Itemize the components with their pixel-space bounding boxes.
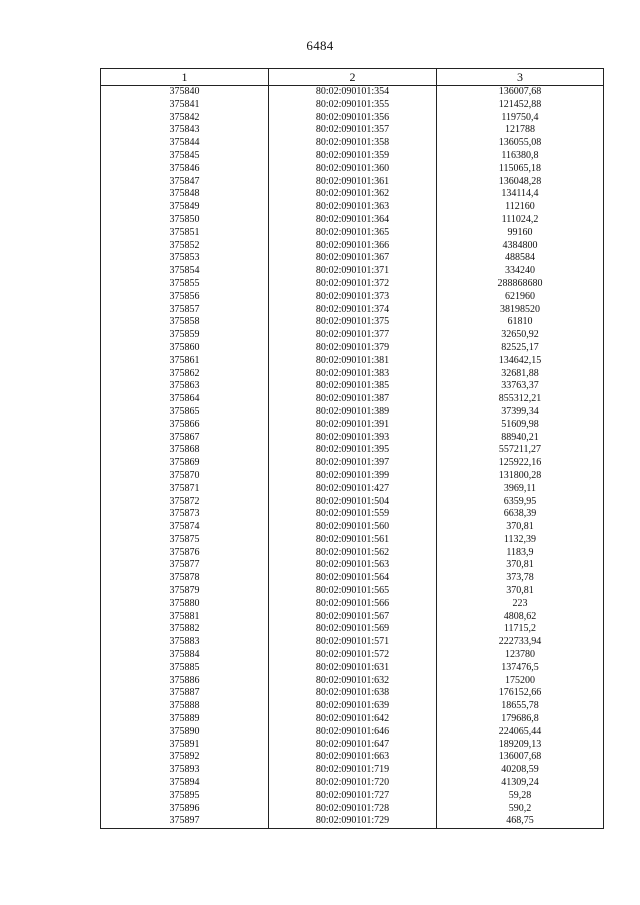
table-cell-col1: 375896 <box>101 803 269 816</box>
table-row <box>101 304 604 317</box>
table-cell-col1: 375892 <box>101 751 269 764</box>
table-row <box>101 137 604 150</box>
table-cell-col3: 112160 <box>437 201 604 214</box>
table-cell-col2: 80:02:090101:391 <box>269 419 437 432</box>
table-cell-col1: 375851 <box>101 227 269 240</box>
table-cell-col2: 80:02:090101:719 <box>269 764 437 777</box>
table-header-row <box>101 69 604 86</box>
table-cell-col3: 37399,34 <box>437 406 604 419</box>
table-cell-col1: 375876 <box>101 547 269 560</box>
table-cell-col1: 375890 <box>101 726 269 739</box>
table-cell-col2: 80:02:090101:559 <box>269 508 437 521</box>
table-cell-col2: 80:02:090101:371 <box>269 265 437 278</box>
table-cell-col2: 80:02:090101:571 <box>269 636 437 649</box>
table-cell-col2: 80:02:090101:393 <box>269 432 437 445</box>
table-cell-col3: 621960 <box>437 291 604 304</box>
table-cell-col2: 80:02:090101:565 <box>269 585 437 598</box>
table-cell-col2: 80:02:090101:631 <box>269 662 437 675</box>
table-cell-col2: 80:02:090101:727 <box>269 790 437 803</box>
table-cell-col2: 80:02:090101:564 <box>269 572 437 585</box>
table-cell-col2: 80:02:090101:361 <box>269 176 437 189</box>
table-cell-col2: 80:02:090101:358 <box>269 137 437 150</box>
table-row <box>101 559 604 572</box>
table-cell-col1: 375853 <box>101 252 269 265</box>
table-row <box>101 700 604 713</box>
table-cell-col3: 176152,66 <box>437 687 604 700</box>
table-cell-col1: 375846 <box>101 163 269 176</box>
table-row <box>101 278 604 291</box>
table-cell-col2: 80:02:090101:360 <box>269 163 437 176</box>
table-cell-col1: 375848 <box>101 188 269 201</box>
table-row <box>101 713 604 726</box>
table-cell-col3: 590,2 <box>437 803 604 816</box>
table-row <box>101 815 604 828</box>
table-cell-col2: 80:02:090101:663 <box>269 751 437 764</box>
table-cell-col2: 80:02:090101:399 <box>269 470 437 483</box>
table-cell-col1: 375859 <box>101 329 269 342</box>
table-row <box>101 777 604 790</box>
table-cell-col2: 80:02:090101:427 <box>269 483 437 496</box>
table-cell-col1: 375862 <box>101 368 269 381</box>
table-cell-col1: 375878 <box>101 572 269 585</box>
table-cell-col1: 375891 <box>101 739 269 752</box>
table-row <box>101 457 604 470</box>
table-cell-col3: 51609,98 <box>437 419 604 432</box>
table-row <box>101 470 604 483</box>
table-cell-col3: 115065,18 <box>437 163 604 176</box>
table-row <box>101 227 604 240</box>
table-cell-col2: 80:02:090101:377 <box>269 329 437 342</box>
table-cell-col1: 375880 <box>101 598 269 611</box>
table-cell-col3: 179686,8 <box>437 713 604 726</box>
column-header-2: 2 <box>269 69 437 86</box>
table-cell-col2: 80:02:090101:560 <box>269 521 437 534</box>
table-cell-col2: 80:02:090101:364 <box>269 214 437 227</box>
table-cell-col2: 80:02:090101:729 <box>269 815 437 828</box>
table-cell-col1: 375873 <box>101 508 269 521</box>
table-cell-col1: 375860 <box>101 342 269 355</box>
table-cell-col2: 80:02:090101:572 <box>269 649 437 662</box>
table-row <box>101 406 604 419</box>
table-cell-col1: 375845 <box>101 150 269 163</box>
table-cell-col3: 38198520 <box>437 304 604 317</box>
table-cell-col3: 468,75 <box>437 815 604 828</box>
table-cell-col1: 375843 <box>101 124 269 137</box>
table-cell-col2: 80:02:090101:395 <box>269 444 437 457</box>
table-cell-col1: 375856 <box>101 291 269 304</box>
table-cell-col3: 1183,9 <box>437 547 604 560</box>
table-cell-col2: 80:02:090101:356 <box>269 112 437 125</box>
table-row <box>101 176 604 189</box>
table-cell-col1: 375887 <box>101 687 269 700</box>
table-row <box>101 368 604 381</box>
table-cell-col3: 6359,95 <box>437 496 604 509</box>
table-cell-col1: 375895 <box>101 790 269 803</box>
table-cell-col3: 123780 <box>437 649 604 662</box>
table-row <box>101 521 604 534</box>
table-cell-col2: 80:02:090101:632 <box>269 675 437 688</box>
table-cell-col2: 80:02:090101:375 <box>269 316 437 329</box>
table-cell-col1: 375874 <box>101 521 269 534</box>
table-cell-col2: 80:02:090101:397 <box>269 457 437 470</box>
table-cell-col2: 80:02:090101:365 <box>269 227 437 240</box>
table-cell-col2: 80:02:090101:562 <box>269 547 437 560</box>
data-table <box>100 68 604 829</box>
table-cell-col3: 1132,39 <box>437 534 604 547</box>
table-cell-col2: 80:02:090101:355 <box>269 99 437 112</box>
table-cell-col3: 131800,28 <box>437 470 604 483</box>
column-header-3: 3 <box>437 69 604 86</box>
table-cell-col2: 80:02:090101:646 <box>269 726 437 739</box>
table-cell-col3: 370,81 <box>437 521 604 534</box>
table-cell-col2: 80:02:090101:372 <box>269 278 437 291</box>
table-cell-col3: 373,78 <box>437 572 604 585</box>
table-cell-col1: 375872 <box>101 496 269 509</box>
table-cell-col1: 375881 <box>101 611 269 624</box>
table-cell-col3: 125922,16 <box>437 457 604 470</box>
table-cell-col3: 32650,92 <box>437 329 604 342</box>
table-row <box>101 547 604 560</box>
table-cell-col3: 11715,2 <box>437 623 604 636</box>
table-cell-col3: 4808,62 <box>437 611 604 624</box>
table-cell-col3: 119750,4 <box>437 112 604 125</box>
table-cell-col2: 80:02:090101:561 <box>269 534 437 547</box>
table-row <box>101 585 604 598</box>
table-cell-col3: 175200 <box>437 675 604 688</box>
table-cell-col2: 80:02:090101:720 <box>269 777 437 790</box>
table-cell-col2: 80:02:090101:563 <box>269 559 437 572</box>
table-cell-col3: 40208,59 <box>437 764 604 777</box>
table-row <box>101 726 604 739</box>
table-cell-col3: 224065,44 <box>437 726 604 739</box>
table-cell-col1: 375865 <box>101 406 269 419</box>
table-row <box>101 342 604 355</box>
table-row <box>101 214 604 227</box>
table-body <box>101 86 604 829</box>
table-cell-col1: 375889 <box>101 713 269 726</box>
table-cell-col1: 375857 <box>101 304 269 317</box>
table-row <box>101 291 604 304</box>
table-row <box>101 316 604 329</box>
table-cell-col3: 370,81 <box>437 559 604 572</box>
table-row <box>101 99 604 112</box>
table-cell-col1: 375883 <box>101 636 269 649</box>
table-row <box>101 636 604 649</box>
table-row <box>101 432 604 445</box>
table-row <box>101 265 604 278</box>
table-row <box>101 483 604 496</box>
table-cell-col2: 80:02:090101:566 <box>269 598 437 611</box>
table-row <box>101 508 604 521</box>
table-cell-col1: 375842 <box>101 112 269 125</box>
table-cell-col1: 375854 <box>101 265 269 278</box>
table-cell-col1: 375882 <box>101 623 269 636</box>
table-row <box>101 534 604 547</box>
table-cell-col1: 375885 <box>101 662 269 675</box>
table-cell-col2: 80:02:090101:363 <box>269 201 437 214</box>
table-cell-col2: 80:02:090101:357 <box>269 124 437 137</box>
table-cell-col3: 334240 <box>437 265 604 278</box>
table-cell-col2: 80:02:090101:385 <box>269 380 437 393</box>
table-cell-col1: 375888 <box>101 700 269 713</box>
table-cell-col3: 137476,5 <box>437 662 604 675</box>
table-cell-col2: 80:02:090101:383 <box>269 368 437 381</box>
table-cell-col1: 375893 <box>101 764 269 777</box>
table-row <box>101 188 604 201</box>
table-cell-col3: 82525,17 <box>437 342 604 355</box>
table-cell-col3: 4384800 <box>437 240 604 253</box>
table-cell-col2: 80:02:090101:728 <box>269 803 437 816</box>
page-number: 6484 <box>306 38 334 53</box>
table-cell-col1: 375867 <box>101 432 269 445</box>
table-cell-col2: 80:02:090101:362 <box>269 188 437 201</box>
table-row <box>101 393 604 406</box>
table-cell-col2: 80:02:090101:647 <box>269 739 437 752</box>
table-row <box>101 649 604 662</box>
table-cell-col2: 80:02:090101:367 <box>269 252 437 265</box>
table-row <box>101 355 604 368</box>
table-cell-col1: 375864 <box>101 393 269 406</box>
table-cell-col2: 80:02:090101:567 <box>269 611 437 624</box>
table-cell-col3: 111024,2 <box>437 214 604 227</box>
table-cell-col2: 80:02:090101:642 <box>269 713 437 726</box>
table-cell-col3: 18655,78 <box>437 700 604 713</box>
table-cell-col2: 80:02:090101:569 <box>269 623 437 636</box>
table-cell-col3: 99160 <box>437 227 604 240</box>
table-cell-col1: 375897 <box>101 815 269 828</box>
table-cell-col1: 375884 <box>101 649 269 662</box>
table-cell-col3: 136048,28 <box>437 176 604 189</box>
table-cell-col3: 59,28 <box>437 790 604 803</box>
table-cell-col2: 80:02:090101:504 <box>269 496 437 509</box>
table-cell-col1: 375858 <box>101 316 269 329</box>
table-cell-col3: 223 <box>437 598 604 611</box>
table-cell-col3: 222733,94 <box>437 636 604 649</box>
table-cell-col2: 80:02:090101:366 <box>269 240 437 253</box>
table-cell-col1: 375861 <box>101 355 269 368</box>
column-header-1: 1 <box>101 69 269 86</box>
table-row <box>101 675 604 688</box>
table-cell-col1: 375840 <box>101 86 269 99</box>
table-cell-col1: 375886 <box>101 675 269 688</box>
table-cell-col1: 375844 <box>101 137 269 150</box>
table-cell-col3: 3969,11 <box>437 483 604 496</box>
table-row <box>101 687 604 700</box>
table-cell-col2: 80:02:090101:387 <box>269 393 437 406</box>
table-cell-col2: 80:02:090101:374 <box>269 304 437 317</box>
table-row <box>101 764 604 777</box>
table-cell-col2: 80:02:090101:381 <box>269 355 437 368</box>
table-cell-col3: 189209,13 <box>437 739 604 752</box>
table-cell-col1: 375850 <box>101 214 269 227</box>
table-row <box>101 201 604 214</box>
table-cell-col1: 375849 <box>101 201 269 214</box>
table-row <box>101 572 604 585</box>
table-cell-col1: 375866 <box>101 419 269 432</box>
table-cell-col2: 80:02:090101:359 <box>269 150 437 163</box>
table-cell-col1: 375879 <box>101 585 269 598</box>
table-cell-col2: 80:02:090101:638 <box>269 687 437 700</box>
table-cell-col2: 80:02:090101:379 <box>269 342 437 355</box>
table-cell-col1: 375869 <box>101 457 269 470</box>
table-row <box>101 751 604 764</box>
table-row <box>101 662 604 675</box>
table-row <box>101 598 604 611</box>
table-cell-col1: 375841 <box>101 99 269 112</box>
table-row <box>101 380 604 393</box>
table-cell-col3: 33763,37 <box>437 380 604 393</box>
table-cell-col3: 557211,27 <box>437 444 604 457</box>
table-row <box>101 623 604 636</box>
table-cell-col1: 375894 <box>101 777 269 790</box>
table-cell-col3: 32681,88 <box>437 368 604 381</box>
table-cell-col2: 80:02:090101:373 <box>269 291 437 304</box>
table-cell-col3: 288868680 <box>437 278 604 291</box>
table-cell-col1: 375855 <box>101 278 269 291</box>
table-cell-col1: 375870 <box>101 470 269 483</box>
table-row <box>101 419 604 432</box>
table-cell-col3: 41309,24 <box>437 777 604 790</box>
table-cell-col3: 134114,4 <box>437 188 604 201</box>
table-cell-col3: 855312,21 <box>437 393 604 406</box>
table-row <box>101 86 604 99</box>
table-cell-col1: 375868 <box>101 444 269 457</box>
table-cell-col1: 375847 <box>101 176 269 189</box>
table-cell-col3: 134642,15 <box>437 355 604 368</box>
table-row <box>101 611 604 624</box>
table-row <box>101 112 604 125</box>
table-cell-col3: 61810 <box>437 316 604 329</box>
table-row <box>101 803 604 816</box>
table-cell-col1: 375852 <box>101 240 269 253</box>
table-row <box>101 163 604 176</box>
table-row <box>101 496 604 509</box>
table-cell-col1: 375871 <box>101 483 269 496</box>
table-row <box>101 739 604 752</box>
table-cell-col2: 80:02:090101:639 <box>269 700 437 713</box>
table-cell-col3: 488584 <box>437 252 604 265</box>
table-cell-col2: 80:02:090101:389 <box>269 406 437 419</box>
table-cell-col3: 370,81 <box>437 585 604 598</box>
table-cell-col1: 375863 <box>101 380 269 393</box>
table-cell-col1: 375877 <box>101 559 269 572</box>
table-cell-col3: 6638,39 <box>437 508 604 521</box>
table-cell-col3: 136055,08 <box>437 137 604 150</box>
table-row <box>101 790 604 803</box>
table-cell-col3: 136007,68 <box>437 751 604 764</box>
table-cell-col3: 116380,8 <box>437 150 604 163</box>
table-row <box>101 150 604 163</box>
table-cell-col1: 375875 <box>101 534 269 547</box>
table-cell-col3: 121452,88 <box>437 99 604 112</box>
table-cell-col3: 121788 <box>437 124 604 137</box>
table-row <box>101 252 604 265</box>
table-row <box>101 124 604 137</box>
table-cell-col3: 88940,21 <box>437 432 604 445</box>
table-row <box>101 444 604 457</box>
table-row <box>101 329 604 342</box>
table-row <box>101 240 604 253</box>
table-cell-col3: 136007,68 <box>437 86 604 99</box>
table-cell-col2: 80:02:090101:354 <box>269 86 437 99</box>
